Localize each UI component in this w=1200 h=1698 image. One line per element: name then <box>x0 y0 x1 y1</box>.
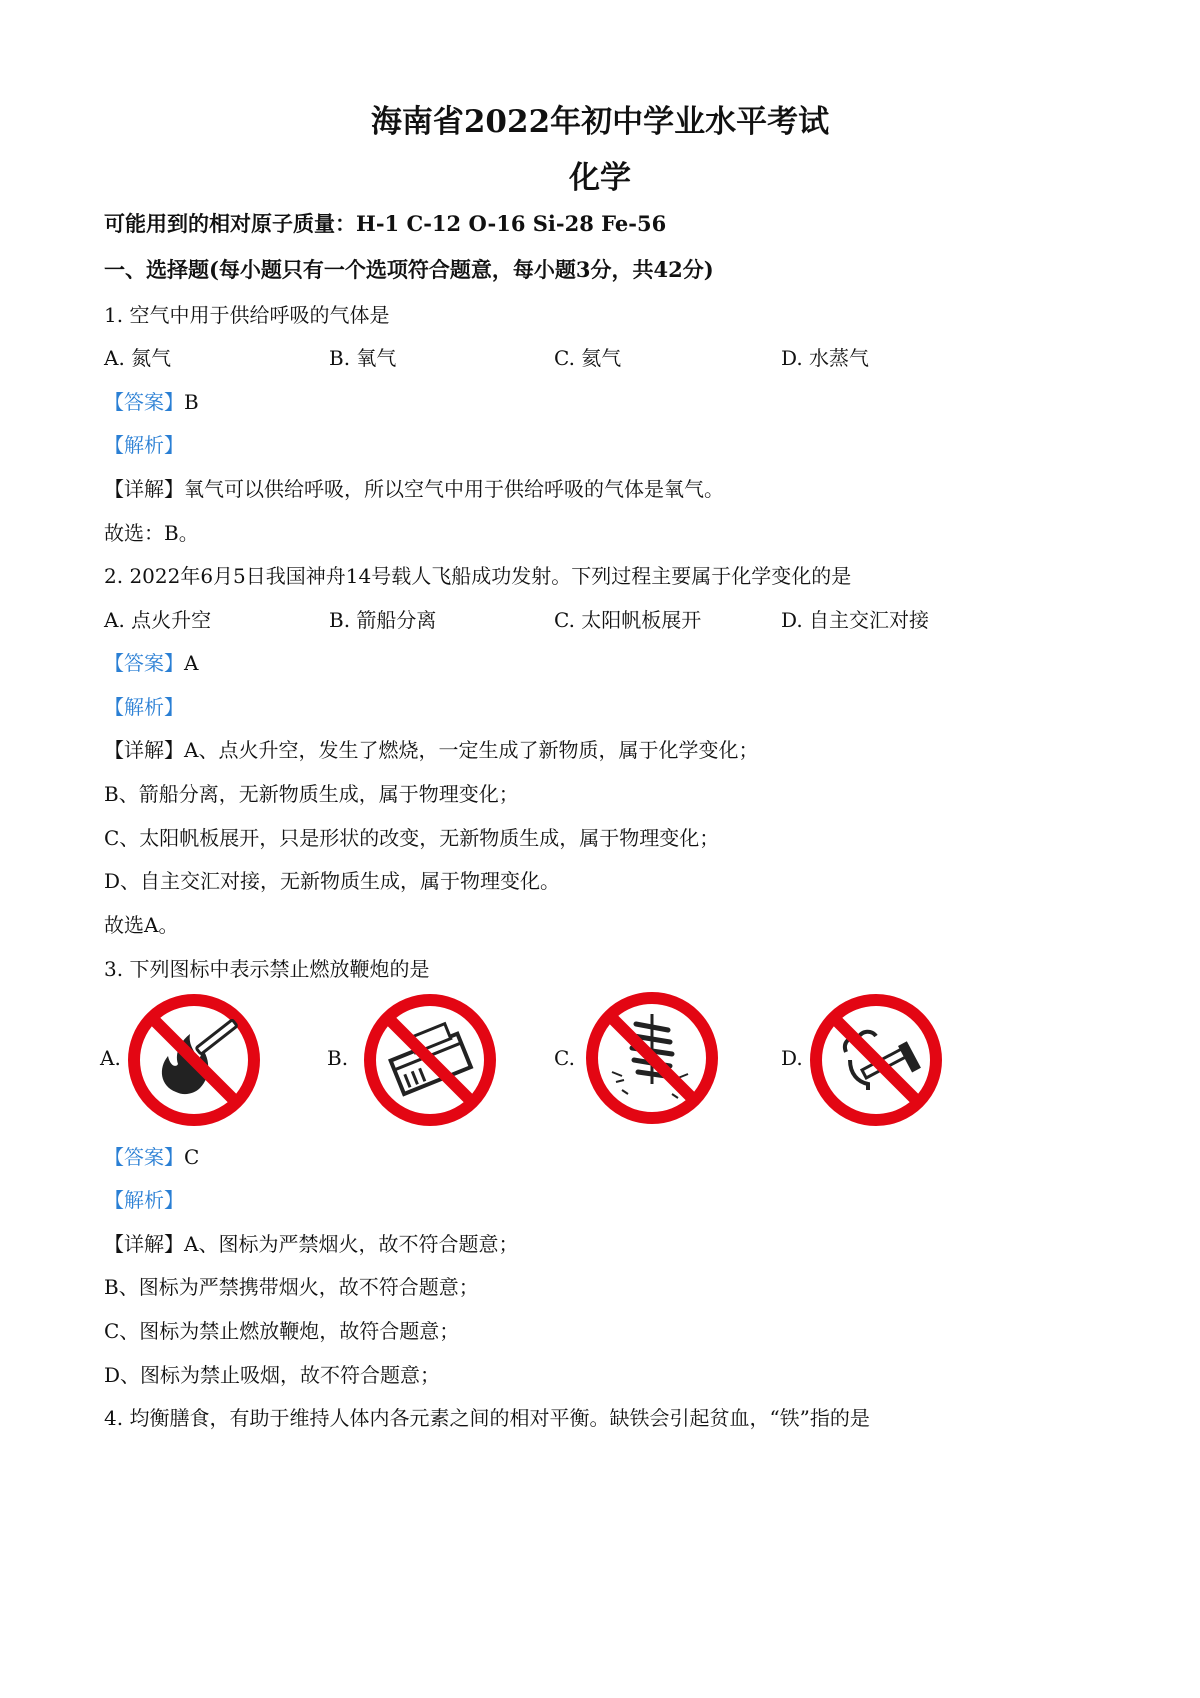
q1-option-d: D. 水蒸气 <box>781 346 870 370</box>
question-1-stem: 1. 空气中用于供给呼吸的气体是 <box>104 303 390 327</box>
q3-option-c-label: C. <box>554 1046 575 1070</box>
question-3-stem: 3. 下列图标中表示禁止燃放鞭炮的是 <box>104 957 430 981</box>
section-heading: 一、选择题(每小题只有一个选项符合题意，每小题3分，共42分) <box>104 257 714 282</box>
q1-option-b: B. 氧气 <box>329 346 397 370</box>
q3-detail-line-3: C、图标为禁止燃放鞭炮，故符合题意； <box>104 1319 460 1343</box>
q2-option-c: C. 太阳帆板展开 <box>554 608 702 632</box>
q1-analysis-tag: 【解析】 <box>104 433 184 457</box>
question-2-stem: 2. 2022年6月5日我国神舟14号载人飞船成功发射。下列过程主要属于化学变化的是 <box>104 564 852 588</box>
q1-detail <box>104 473 724 502</box>
q3-analysis-tag: 【解析】 <box>104 1188 184 1212</box>
answer-value: C <box>184 1145 200 1169</box>
q2-detail-line-3: C、太阳帆板展开，只是形状的改变，无新物质生成，属于物理变化； <box>104 826 720 850</box>
q1-answer <box>104 386 199 415</box>
q2-detail-line-2: B、箭船分离，无新物质生成，属于物理变化； <box>104 782 519 806</box>
answer-tag: 【答案】 <box>104 1145 184 1169</box>
q2-option-a: A. 点火升空 <box>104 608 212 632</box>
question-4-stem: 4. 均衡膳食，有助于维持人体内各元素之间的相对平衡。缺铁会引起贫血，“铁”指的是 <box>104 1406 870 1430</box>
detail-text: A、图标为严禁烟火，故不符合题意； <box>184 1232 519 1256</box>
atomic-mass-line: 可能用到的相对原子质量：H-1 C-12 O-16 Si-28 Fe-56 <box>104 211 667 236</box>
q2-option-b: B. 箭船分离 <box>329 608 437 632</box>
detail-tag: 【详解】 <box>104 738 184 762</box>
q1-option-a: A. 氮气 <box>104 346 172 370</box>
q3-option-a-label: A. <box>100 1046 121 1070</box>
subject-title: 化学 <box>569 160 631 196</box>
detail-text: A、点火升空，发生了燃烧，一定生成了新物质，属于化学变化； <box>184 738 759 762</box>
q1-conclusion: 故选：B。 <box>104 521 199 545</box>
q3-option-d-label: D. <box>781 1046 803 1070</box>
q2-detail-line-4: D、自主交汇对接，无新物质生成，属于物理变化。 <box>104 869 561 893</box>
q3-option-b-label: B. <box>327 1046 349 1070</box>
detail-tag: 【详解】 <box>104 477 184 501</box>
answer-value: B <box>184 390 199 414</box>
q2-detail-line-1 <box>104 734 758 763</box>
answer-tag: 【答案】 <box>104 651 184 675</box>
answer-tag: 【答案】 <box>104 390 184 414</box>
q3-detail-line-4: D、图标为禁止吸烟，故不符合题意； <box>104 1363 441 1387</box>
q1-option-c: C. 氦气 <box>554 346 622 370</box>
q3-detail-line-2: B、图标为严禁携带烟火，故不符合题意； <box>104 1275 479 1299</box>
answer-value: A <box>184 651 199 675</box>
q2-answer <box>104 647 198 676</box>
q2-conclusion: 故选A。 <box>104 913 179 937</box>
no-smoking-icon <box>806 990 946 1130</box>
detail-tag: 【详解】 <box>104 1232 184 1256</box>
exam-title: 海南省2022年初中学业水平考试 <box>370 104 830 140</box>
no-fire-icon <box>124 990 264 1130</box>
detail-text: 氧气可以供给呼吸，所以空气中用于供给呼吸的气体是氧气。 <box>184 477 724 501</box>
q2-option-d: D. 自主交汇对接 <box>781 608 930 632</box>
q3-answer <box>104 1141 199 1170</box>
no-firecrackers-icon <box>582 988 722 1128</box>
no-matches-icon <box>360 990 500 1130</box>
q3-detail-line-1 <box>104 1228 518 1257</box>
q2-analysis-tag: 【解析】 <box>104 695 184 719</box>
